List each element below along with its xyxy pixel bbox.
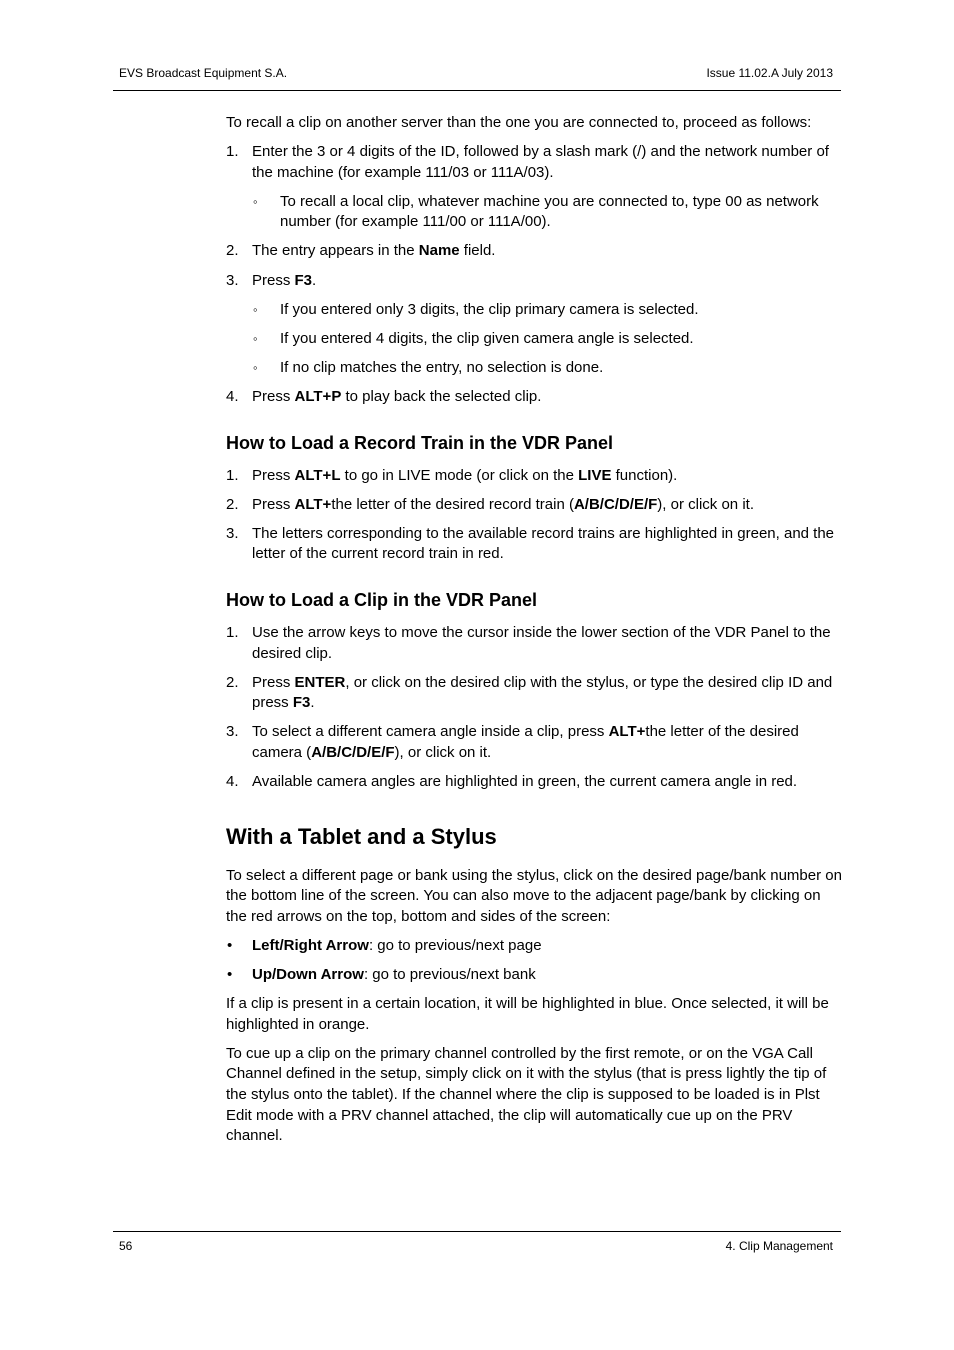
tablet-paragraph-2: If a clip is present in a certain location, it will be highlighted in blue. Once selected, it will be highlighted in orange. xyxy=(226,995,829,1033)
step-number: 3. xyxy=(226,524,239,542)
step-number: 2. xyxy=(226,242,239,260)
step-text: Press ENTER, or click on the desired clip with the stylus, or type the desired clip ID and press F3. xyxy=(252,673,833,712)
sub-bullet-icon: ◦ xyxy=(253,330,258,346)
bullet-text: Up/Down Arrow: go to previous/next bank xyxy=(252,965,536,983)
step-text: Use the arrow keys to move the cursor inside the lower section of the VDR Panel to the desired clip. xyxy=(252,623,831,662)
step-text: To select a different camera angle inside a clip, press ALT+the letter of the desired camera (A/B/C/D/E/F), or click on it. xyxy=(252,723,799,761)
record-train-step-1 xyxy=(226,466,842,487)
recall-step-1-sub-1 xyxy=(226,192,842,233)
step-number: 2. xyxy=(226,495,239,513)
step-text: Press ALT+P to play back the selected clip. xyxy=(252,387,542,405)
step-number: 3. xyxy=(226,271,239,289)
tablet-heading: With a Tablet and a Stylus xyxy=(226,823,497,849)
intro-paragraph: To recall a clip on another server than the one you are connected to, proceed as follows: xyxy=(226,114,812,131)
recall-step-3-sub-1 xyxy=(226,300,842,321)
recall-step-4 xyxy=(226,387,842,408)
load-clip-step-3 xyxy=(226,722,842,763)
sub-bullet-icon: ◦ xyxy=(253,193,258,209)
bullet-text: Left/Right Arrow: go to previous/next page xyxy=(252,936,542,954)
step-text: The letters corresponding to the available record trains are highlighted in green, and the letter of the current record train in red. xyxy=(252,524,835,563)
load-clip-step-2 xyxy=(226,673,842,714)
bullet-icon: • xyxy=(227,936,233,954)
load-clip-step-1 xyxy=(226,623,842,664)
header-issue: Issue 11.02.A July 2013 xyxy=(706,66,833,80)
recall-step-1 xyxy=(226,142,842,183)
sub-text: To recall a local clip, whatever machine you are connected to, type 00 as network number (for example 111/00 or 111A/00). xyxy=(280,192,819,231)
load-clip-step-4 xyxy=(226,772,842,793)
step-text: Press F3. xyxy=(252,271,317,289)
step-text: Press ALT+L to go in LIVE mode (or click on the LIVE function). xyxy=(252,466,678,484)
sub-text: If you entered only 3 digits, the clip primary camera is selected. xyxy=(280,300,699,318)
recall-step-3-sub-3 xyxy=(226,358,842,379)
tablet-bullet-1 xyxy=(226,936,842,957)
footer-chapter: 4. Clip Management xyxy=(725,1239,833,1253)
step-text: Enter the 3 or 4 digits of the ID, followed by a slash mark (/) and the network number of the machine (for example 111/03 or 111A/03). xyxy=(252,143,829,181)
sub-bullet-icon: ◦ xyxy=(253,301,258,317)
tablet-paragraph-3: To cue up a clip on the primary channel controlled by the first remote, or on the VGA Call Channel defined in the setup, simply click on it with the stylus (that is press lightly the tip of the stylus onto the tablet). If the channel where the clip is supposed to be loaded is in Plst Edit mode with a PRV channel attached, the clip will automatically cue up on the PRV channel. xyxy=(226,1044,827,1145)
record-train-step-3 xyxy=(226,524,842,565)
sub-bullet-icon: ◦ xyxy=(253,359,258,375)
page-content xyxy=(226,113,842,1155)
page-header xyxy=(113,66,841,91)
step-number: 2. xyxy=(226,673,239,691)
step-number: 1. xyxy=(226,623,239,641)
load-clip-heading: How to Load a Clip in the VDR Panel xyxy=(226,589,538,610)
tablet-bullet-2 xyxy=(226,965,842,986)
sub-text: If you entered 4 digits, the clip given camera angle is selected. xyxy=(280,329,694,347)
recall-step-3 xyxy=(226,271,842,292)
step-number: 4. xyxy=(226,772,239,790)
step-number: 1. xyxy=(226,143,239,161)
record-train-step-2 xyxy=(226,495,842,516)
page-number: 56 xyxy=(119,1239,133,1253)
step-text: Available camera angles are highlighted in green, the current camera angle in red. xyxy=(252,772,798,790)
page-footer xyxy=(113,1231,841,1253)
step-number: 3. xyxy=(226,723,239,741)
header-company: EVS Broadcast Equipment S.A. xyxy=(119,66,288,80)
tablet-paragraph-1: To select a different page or bank using the stylus, click on the desired page/bank number on the bottom line of the screen. You can also move to the adjacent page/bank by clicking on the red arrows on the top, bottom and sides of the screen: xyxy=(226,866,842,925)
bullet-icon: • xyxy=(227,965,233,983)
step-text: Press ALT+the letter of the desired record train (A/B/C/D/E/F), or click on it. xyxy=(252,495,754,513)
recall-step-3-sub-2 xyxy=(226,329,842,350)
step-number: 1. xyxy=(226,466,239,484)
record-train-heading: How to Load a Record Train in the VDR Panel xyxy=(226,432,614,453)
sub-text: If no clip matches the entry, no selection is done. xyxy=(280,358,604,376)
step-number: 4. xyxy=(226,387,239,405)
recall-step-2 xyxy=(226,241,842,262)
step-text: The entry appears in the Name field. xyxy=(252,242,496,260)
